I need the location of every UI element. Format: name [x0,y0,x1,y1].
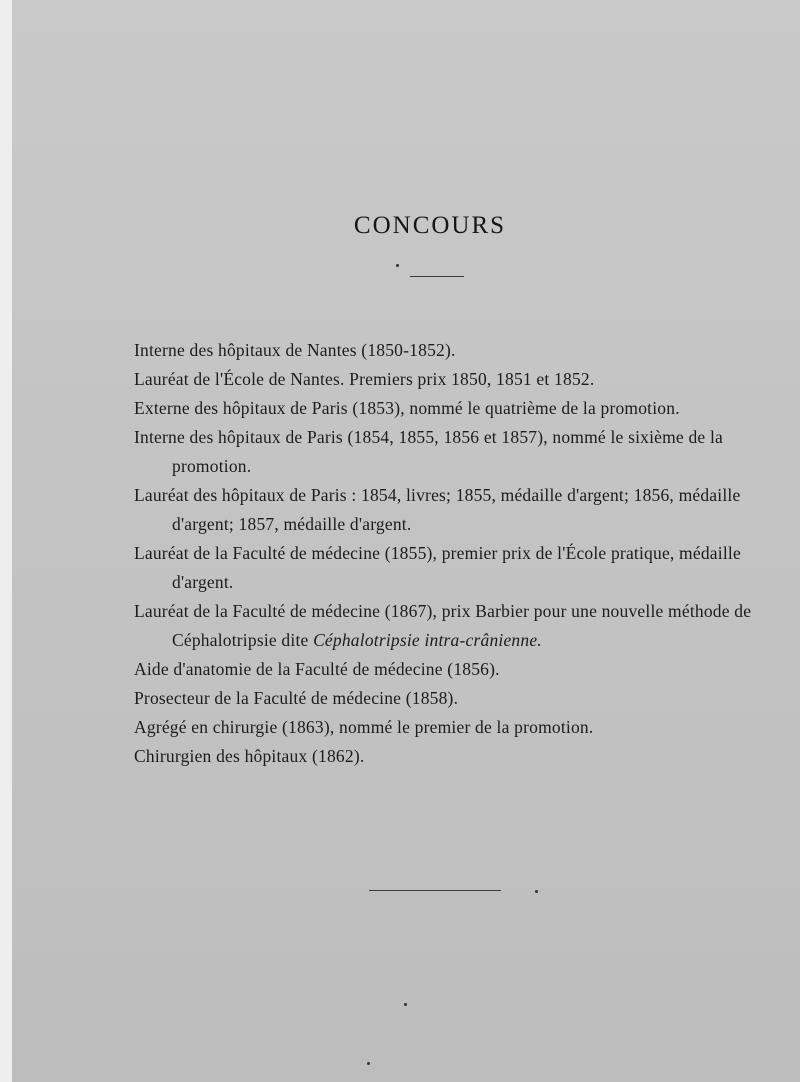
heading-rule [410,276,464,277]
scan-margin [0,0,12,1082]
entry-text: Lauréat de la Faculté de médecine (1867), prix Barbier pour une nouvelle méthode de Céphalotripsie dite [134,601,752,650]
concours-list [134,336,764,771]
entry-text: Lauréat des hôpitaux de Paris : 1854, livres; 1855, médaille d'argent; 1856, médaille d'argent; 1857, médaille d'argent. [134,485,741,534]
list-item [134,742,764,771]
entry-text: Chirurgien des hôpitaux (1862). [134,746,365,766]
scan-speck [535,890,538,893]
list-item [134,394,764,423]
list-item [134,655,764,684]
entry-text: Aide d'anatomie de la Faculté de médecine (1856). [134,659,500,679]
list-item [134,423,764,481]
document-page [12,0,800,1082]
scan-speck [396,264,399,267]
entry-italic-text: Céphalotripsie intra-crânienne. [313,630,542,650]
entry-text: Agrégé en chirurgie (1863), nommé le premier de la promotion. [134,717,594,737]
scan-speck [367,1062,370,1065]
list-item [134,597,764,655]
entry-text: Interne des hôpitaux de Nantes (1850-1852). [134,340,456,360]
page-heading: CONCOURS [353,212,507,239]
list-item [134,365,764,394]
entry-text: Interne des hôpitaux de Paris (1854, 1855, 1856 et 1857), nommé le sixième de la promotion. [134,427,723,476]
entry-text: Lauréat de l'École de Nantes. Premiers prix 1850, 1851 et 1852. [134,369,595,389]
list-item [134,684,764,713]
entry-text: Lauréat de la Faculté de médecine (1855), premier prix de l'École pratique, médaille d'argent. [134,543,741,592]
scan-speck [404,1003,407,1006]
list-item [134,539,764,597]
closing-rule [369,890,501,891]
entry-text: Prosecteur de la Faculté de médecine (1858). [134,688,459,708]
list-item [134,481,764,539]
list-item [134,713,764,742]
list-item [134,336,764,365]
entry-text: Externe des hôpitaux de Paris (1853), nommé le quatrième de la promotion. [134,398,680,418]
